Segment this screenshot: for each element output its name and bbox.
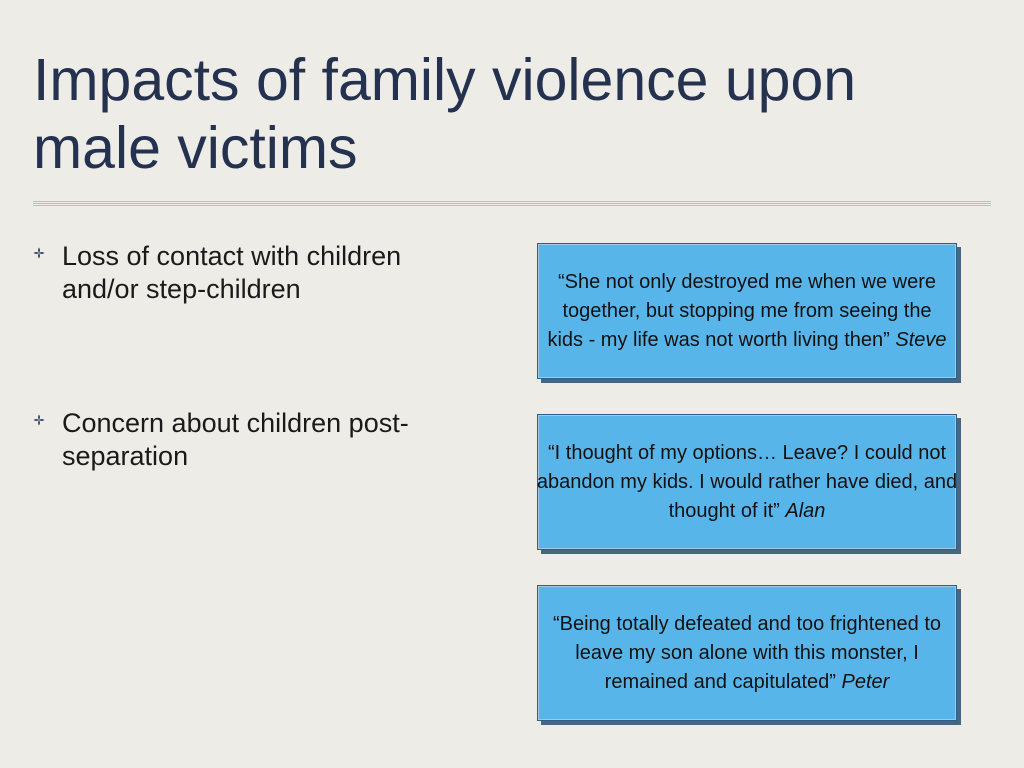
- bullet-text: Concern about children post-separation: [62, 408, 409, 471]
- bullet-text: Loss of contact with children and/or step-children: [62, 241, 402, 304]
- title-divider: [33, 203, 991, 204]
- quote-content: [538, 610, 956, 697]
- title-divider: [33, 205, 991, 206]
- four-petal-cross-icon: [33, 414, 45, 426]
- quote-content: [532, 439, 962, 526]
- quote-box: [537, 585, 957, 721]
- quote-box: [537, 243, 957, 379]
- quote-text: “Being totally defeated and too frightened to leave my son alone with this monster, I remained and capitulated”: [552, 612, 942, 693]
- slide-title: Impacts of family violence upon male victims: [33, 47, 857, 181]
- quote-box: [537, 414, 957, 550]
- quote-text: “She not only destroyed me when we were together, but stopping me from seeing the kids - my life was not worth living then”: [547, 270, 936, 351]
- quote-author: Steve: [895, 328, 947, 351]
- quote-content: [538, 268, 956, 355]
- bullet-item: [33, 407, 473, 473]
- quote-text: “I thought of my options… Leave? I could not abandon my kids. I would rather have died, and thought of it”: [536, 441, 958, 522]
- bullet-item: [33, 240, 473, 306]
- four-petal-cross-icon: [33, 247, 45, 259]
- quote-author: Alan: [785, 499, 826, 522]
- quote-author: Peter: [841, 670, 890, 693]
- title-divider: [33, 201, 991, 202]
